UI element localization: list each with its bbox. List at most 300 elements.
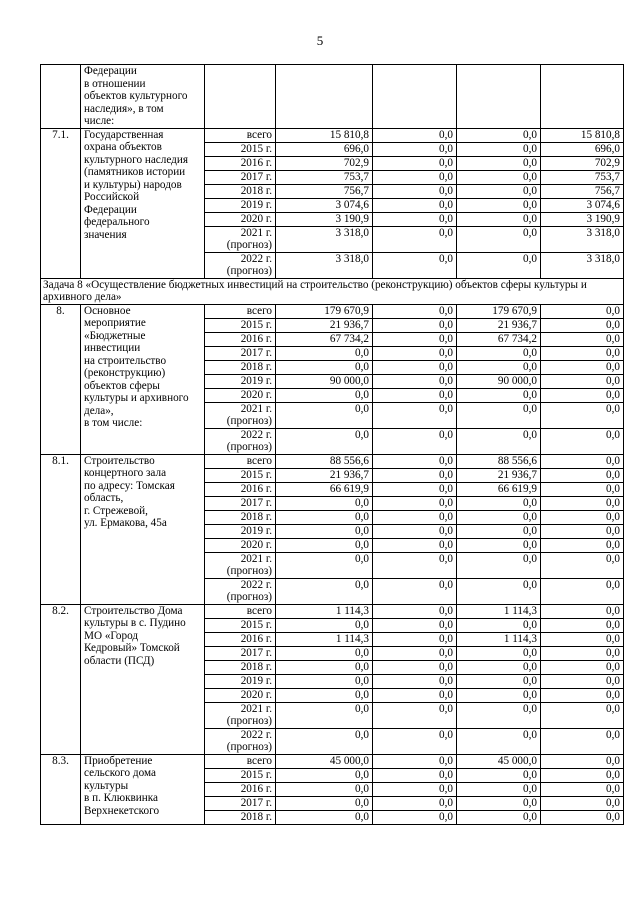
year-cell <box>205 170 276 184</box>
year-cell <box>205 768 276 782</box>
value-cell: 0,0 <box>373 468 457 482</box>
year-cell <box>205 660 276 674</box>
section-name-line: Верхнекетского <box>84 804 160 817</box>
year-label: 2022 г. <box>240 578 272 591</box>
year-cell <box>205 318 276 332</box>
section-number-cell: 8.2. <box>41 604 81 754</box>
value-cell: 3 318,0 <box>541 252 624 278</box>
year-cell <box>205 226 276 252</box>
value-cell: 0,0 <box>457 674 541 688</box>
section-name-line: культуры в с. Пудино <box>84 617 186 629</box>
year-cell <box>205 578 276 604</box>
value-cell: 0,0 <box>373 782 457 796</box>
value-cell: 1 114,3 <box>457 604 541 618</box>
year-label: 2017 г. <box>240 646 272 659</box>
value-cell: 0,0 <box>373 212 457 226</box>
value-cell: 0,0 <box>373 252 457 278</box>
section-name-line: Государственная <box>84 128 164 141</box>
value-cell: 0,0 <box>541 538 624 552</box>
year-label: 2019 г. <box>240 198 272 211</box>
year-cell <box>205 454 276 468</box>
value-cell: 3 190,9 <box>276 212 373 226</box>
table-row <box>41 128 624 142</box>
value-cell: 21 936,7 <box>457 468 541 482</box>
value-cell: 0,0 <box>457 346 541 360</box>
section-name-line: Российской <box>84 191 140 203</box>
year-label: всего <box>246 604 272 617</box>
value-cell: 45 000,0 <box>276 754 373 768</box>
value-cell: 0,0 <box>373 728 457 754</box>
value-cell: 0,0 <box>541 632 624 646</box>
value-cell: 0,0 <box>457 702 541 728</box>
section-name-cell <box>81 128 205 278</box>
year-cell <box>205 428 276 454</box>
intro-row <box>41 65 624 129</box>
section-name-line: область, <box>84 492 124 504</box>
year-label: 2018 г. <box>240 184 272 197</box>
section-name-line: Кедровый» Томской <box>84 642 180 654</box>
value-cell: 696,0 <box>541 142 624 156</box>
year-label: 2018 г. <box>240 510 272 523</box>
value-cell: 0,0 <box>541 618 624 632</box>
value-cell: 0,0 <box>541 578 624 604</box>
value-cell: 756,7 <box>541 184 624 198</box>
intro-num-cell <box>41 65 81 129</box>
value-cell: 0,0 <box>373 510 457 524</box>
year-cell <box>205 212 276 226</box>
year-label: 2022 г. <box>240 428 272 441</box>
section-name-line: культурного наследия <box>84 153 188 166</box>
section-name-line: Строительство Дома <box>84 604 183 617</box>
task-heading-row <box>41 278 624 304</box>
value-cell: 0,0 <box>276 524 373 538</box>
page-number: 5 <box>316 33 324 48</box>
value-cell: 0,0 <box>541 402 624 428</box>
year-cell <box>205 128 276 142</box>
value-cell: 0,0 <box>541 304 624 318</box>
year-note: (прогноз) <box>226 441 272 453</box>
section-number-cell: 8.3. <box>41 754 81 824</box>
section-name-line: г. Стрежевой, <box>84 504 148 517</box>
year-cell <box>205 482 276 496</box>
intro-empty-cell <box>373 65 457 129</box>
value-cell: 0,0 <box>373 198 457 212</box>
section-name-line: (реконструкцию) <box>84 367 166 379</box>
section-name-line: концертного зала <box>84 467 167 479</box>
year-cell <box>205 796 276 810</box>
section-name-line: МО «Город <box>84 629 139 642</box>
value-cell: 0,0 <box>457 184 541 198</box>
year-cell <box>205 688 276 702</box>
year-label: 2019 г. <box>240 674 272 687</box>
value-cell: 1 114,3 <box>457 632 541 646</box>
year-cell <box>205 674 276 688</box>
value-cell: 90 000,0 <box>276 374 373 388</box>
section-name-line: ул. Ермакова, 45а <box>84 517 167 529</box>
section-name-line: «Бюджетные <box>84 329 146 342</box>
year-cell <box>205 304 276 318</box>
value-cell: 0,0 <box>457 170 541 184</box>
year-label: 2021 г. <box>240 702 272 715</box>
value-cell: 45 000,0 <box>457 754 541 768</box>
intro-empty-cell <box>276 65 373 129</box>
year-cell <box>205 346 276 360</box>
year-label: 2019 г. <box>240 524 272 537</box>
value-cell: 0,0 <box>541 754 624 768</box>
value-cell: 0,0 <box>373 360 457 374</box>
year-label: 2016 г. <box>240 156 272 169</box>
value-cell: 0,0 <box>373 496 457 510</box>
section-name-line: культуры и архивного <box>84 392 189 404</box>
value-cell: 0,0 <box>457 212 541 226</box>
value-cell: 0,0 <box>373 482 457 496</box>
value-cell: 0,0 <box>276 496 373 510</box>
value-cell: 66 619,9 <box>457 482 541 496</box>
value-cell: 0,0 <box>373 402 457 428</box>
value-cell: 0,0 <box>373 660 457 674</box>
year-label: 2017 г. <box>240 346 272 359</box>
value-cell: 0,0 <box>373 632 457 646</box>
value-cell: 0,0 <box>457 524 541 538</box>
intro-name-cell <box>81 65 205 129</box>
value-cell: 0,0 <box>276 768 373 782</box>
year-cell <box>205 510 276 524</box>
value-cell: 756,7 <box>276 184 373 198</box>
value-cell: 0,0 <box>457 552 541 578</box>
year-cell <box>205 782 276 796</box>
section-name-cell <box>81 754 205 824</box>
intro-line: Федерации <box>84 65 137 77</box>
value-cell: 0,0 <box>541 454 624 468</box>
value-cell: 0,0 <box>373 674 457 688</box>
value-cell: 0,0 <box>276 702 373 728</box>
intro-line: наследия», в том <box>84 102 164 115</box>
section-name-cell <box>81 604 205 754</box>
value-cell: 0,0 <box>373 604 457 618</box>
value-cell: 0,0 <box>373 768 457 782</box>
year-note: (прогноз) <box>226 741 272 753</box>
value-cell: 0,0 <box>276 796 373 810</box>
section-name-line: сельского дома <box>84 767 156 779</box>
value-cell: 0,0 <box>373 552 457 578</box>
value-cell: 0,0 <box>373 304 457 318</box>
value-cell: 3 190,9 <box>541 212 624 226</box>
year-label: 2015 г. <box>240 468 272 481</box>
value-cell: 0,0 <box>457 578 541 604</box>
section-name-line: (памятников истории <box>84 166 186 178</box>
value-cell: 0,0 <box>541 496 624 510</box>
value-cell: 0,0 <box>541 346 624 360</box>
year-label: 2016 г. <box>240 632 272 645</box>
value-cell: 0,0 <box>541 468 624 482</box>
year-cell <box>205 156 276 170</box>
value-cell: 90 000,0 <box>457 374 541 388</box>
value-cell: 0,0 <box>457 510 541 524</box>
year-label: всего <box>246 454 272 467</box>
year-label: 2015 г. <box>240 618 272 631</box>
value-cell: 0,0 <box>373 170 457 184</box>
value-cell: 0,0 <box>541 782 624 796</box>
value-cell: 0,0 <box>457 252 541 278</box>
year-note: (прогноз) <box>226 565 272 577</box>
value-cell: 0,0 <box>276 618 373 632</box>
year-label: 2018 г. <box>240 660 272 673</box>
value-cell: 0,0 <box>457 388 541 402</box>
year-label: 2017 г. <box>240 796 272 809</box>
value-cell: 0,0 <box>276 646 373 660</box>
value-cell: 0,0 <box>276 674 373 688</box>
value-cell: 0,0 <box>373 142 457 156</box>
year-label: 2017 г. <box>240 496 272 509</box>
value-cell: 0,0 <box>373 796 457 810</box>
year-label: 2017 г. <box>240 170 272 183</box>
value-cell: 21 936,7 <box>457 318 541 332</box>
value-cell: 67 734,2 <box>457 332 541 346</box>
value-cell: 702,9 <box>276 156 373 170</box>
section-name-line: Федерации <box>84 203 137 216</box>
value-cell: 0,0 <box>541 646 624 660</box>
value-cell: 0,0 <box>373 754 457 768</box>
year-label: 2019 г. <box>240 374 272 387</box>
value-cell: 0,0 <box>541 702 624 728</box>
value-cell: 3 318,0 <box>276 226 373 252</box>
section-name-line: и культуры) народов <box>84 178 182 191</box>
value-cell: 753,7 <box>541 170 624 184</box>
year-label: 2018 г. <box>240 360 272 373</box>
year-cell <box>205 810 276 824</box>
value-cell: 0,0 <box>373 388 457 402</box>
section-number-cell: 7.1. <box>41 128 81 278</box>
value-cell: 21 936,7 <box>276 468 373 482</box>
value-cell: 0,0 <box>457 618 541 632</box>
value-cell: 0,0 <box>373 346 457 360</box>
value-cell: 0,0 <box>541 388 624 402</box>
value-cell: 0,0 <box>373 454 457 468</box>
value-cell: 15 810,8 <box>276 128 373 142</box>
section-name-line: федерального <box>84 216 150 228</box>
section-name-line: мероприятие <box>84 317 146 329</box>
value-cell: 0,0 <box>373 428 457 454</box>
section-name-cell <box>81 454 205 604</box>
year-cell <box>205 604 276 618</box>
year-cell <box>205 468 276 482</box>
value-cell: 0,0 <box>276 510 373 524</box>
year-cell <box>205 754 276 768</box>
year-cell <box>205 702 276 728</box>
year-label: 2021 г. <box>240 226 272 239</box>
value-cell: 3 074,6 <box>276 198 373 212</box>
table-row <box>41 304 624 318</box>
value-cell: 0,0 <box>457 728 541 754</box>
section-name-line: инвестиции <box>84 342 141 354</box>
value-cell: 179 670,9 <box>457 304 541 318</box>
year-label: 2022 г. <box>240 252 272 265</box>
year-cell <box>205 552 276 578</box>
year-cell <box>205 618 276 632</box>
value-cell: 0,0 <box>541 674 624 688</box>
intro-line: числе: <box>84 115 115 127</box>
value-cell: 0,0 <box>541 768 624 782</box>
section-name-line: в том числе: <box>84 417 143 429</box>
value-cell: 0,0 <box>457 428 541 454</box>
section-name-line: Основное <box>84 304 131 317</box>
value-cell: 0,0 <box>276 402 373 428</box>
year-label: 2020 г. <box>240 388 272 401</box>
year-label: 2015 г. <box>240 318 272 331</box>
table-row <box>41 754 624 768</box>
year-label: всего <box>246 304 272 317</box>
year-label: 2015 г. <box>240 142 272 155</box>
value-cell: 0,0 <box>541 796 624 810</box>
value-cell: 0,0 <box>541 360 624 374</box>
value-cell: 88 556,6 <box>276 454 373 468</box>
value-cell: 0,0 <box>541 524 624 538</box>
value-cell: 0,0 <box>457 810 541 824</box>
value-cell: 0,0 <box>457 128 541 142</box>
section-name-line: Приобретение <box>84 754 153 767</box>
value-cell: 0,0 <box>541 552 624 578</box>
budget-table <box>40 64 624 825</box>
value-cell: 66 619,9 <box>276 482 373 496</box>
value-cell: 702,9 <box>541 156 624 170</box>
section-name-line: на строительство <box>84 354 167 367</box>
year-cell <box>205 632 276 646</box>
intro-empty-cell <box>541 65 624 129</box>
value-cell: 0,0 <box>373 646 457 660</box>
year-cell <box>205 198 276 212</box>
year-cell <box>205 402 276 428</box>
year-cell <box>205 142 276 156</box>
value-cell: 179 670,9 <box>276 304 373 318</box>
value-cell: 0,0 <box>373 374 457 388</box>
task-heading: Задача 8 «Осуществление бюджетных инвестиций на строительство (реконструкцию) объектов сферы культуры и архивного дела» <box>41 278 624 304</box>
year-label: всего <box>246 128 272 141</box>
year-cell <box>205 538 276 552</box>
value-cell: 753,7 <box>276 170 373 184</box>
value-cell: 0,0 <box>457 142 541 156</box>
value-cell: 0,0 <box>373 226 457 252</box>
value-cell: 0,0 <box>276 428 373 454</box>
section-name-line: дела», <box>84 404 114 417</box>
year-cell <box>205 374 276 388</box>
table-row <box>41 454 624 468</box>
value-cell: 0,0 <box>457 226 541 252</box>
value-cell: 1 114,3 <box>276 604 373 618</box>
value-cell: 0,0 <box>541 332 624 346</box>
value-cell: 0,0 <box>373 688 457 702</box>
year-label: 2016 г. <box>240 482 272 495</box>
value-cell: 0,0 <box>276 660 373 674</box>
section-name-line: культуры <box>84 779 129 792</box>
value-cell: 15 810,8 <box>541 128 624 142</box>
value-cell: 0,0 <box>373 538 457 552</box>
value-cell: 0,0 <box>541 482 624 496</box>
year-label: 2018 г. <box>240 810 272 823</box>
value-cell: 0,0 <box>457 660 541 674</box>
value-cell: 0,0 <box>541 728 624 754</box>
value-cell: 0,0 <box>373 524 457 538</box>
year-label: 2016 г. <box>240 332 272 345</box>
value-cell: 0,0 <box>373 128 457 142</box>
intro-empty-cell <box>205 65 276 129</box>
year-label: 2022 г. <box>240 728 272 741</box>
value-cell: 88 556,6 <box>457 454 541 468</box>
value-cell: 0,0 <box>457 198 541 212</box>
value-cell: 0,0 <box>373 156 457 170</box>
value-cell: 0,0 <box>457 688 541 702</box>
year-label: 2021 г. <box>240 552 272 565</box>
year-label: 2020 г. <box>240 688 272 701</box>
value-cell: 0,0 <box>276 688 373 702</box>
year-note: (прогноз) <box>226 591 272 603</box>
section-name-line: в п. Клюквинка <box>84 792 158 804</box>
year-cell <box>205 360 276 374</box>
value-cell: 0,0 <box>373 810 457 824</box>
value-cell: 0,0 <box>457 768 541 782</box>
value-cell: 0,0 <box>373 618 457 632</box>
value-cell: 0,0 <box>541 660 624 674</box>
section-name-line: Строительство <box>84 454 155 467</box>
value-cell: 0,0 <box>457 496 541 510</box>
value-cell: 0,0 <box>457 402 541 428</box>
value-cell: 0,0 <box>276 346 373 360</box>
value-cell: 0,0 <box>373 332 457 346</box>
year-note: (прогноз) <box>226 239 272 251</box>
value-cell: 0,0 <box>276 360 373 374</box>
value-cell: 0,0 <box>276 782 373 796</box>
year-cell <box>205 252 276 278</box>
value-cell: 0,0 <box>457 538 541 552</box>
value-cell: 0,0 <box>541 510 624 524</box>
value-cell: 3 318,0 <box>276 252 373 278</box>
section-name-line: охрана объектов <box>84 141 162 153</box>
value-cell: 0,0 <box>457 646 541 660</box>
section-name-cell <box>81 304 205 454</box>
value-cell: 0,0 <box>276 728 373 754</box>
value-cell: 3 074,6 <box>541 198 624 212</box>
value-cell: 696,0 <box>276 142 373 156</box>
intro-empty-cell <box>457 65 541 129</box>
value-cell: 0,0 <box>276 810 373 824</box>
year-label: 2021 г. <box>240 402 272 415</box>
value-cell: 0,0 <box>276 388 373 402</box>
year-note: (прогноз) <box>226 415 272 427</box>
value-cell: 0,0 <box>457 782 541 796</box>
value-cell: 0,0 <box>541 318 624 332</box>
year-label: 2020 г. <box>240 212 272 225</box>
section-name-line: значения <box>84 228 127 241</box>
section-name-line: по адресу: Томская <box>84 479 175 492</box>
intro-line: объектов культурного <box>84 90 188 102</box>
section-name-line: области (ПСД) <box>84 654 155 667</box>
value-cell: 21 936,7 <box>276 318 373 332</box>
year-cell <box>205 646 276 660</box>
value-cell: 0,0 <box>541 688 624 702</box>
intro-line: в отношении <box>84 77 146 90</box>
value-cell: 0,0 <box>373 318 457 332</box>
year-label: всего <box>246 754 272 767</box>
value-cell: 0,0 <box>276 552 373 578</box>
year-label: 2020 г. <box>240 538 272 551</box>
value-cell: 0,0 <box>541 374 624 388</box>
value-cell: 3 318,0 <box>541 226 624 252</box>
section-number-cell: 8.1. <box>41 454 81 604</box>
year-note: (прогноз) <box>226 715 272 727</box>
value-cell: 0,0 <box>276 538 373 552</box>
value-cell: 0,0 <box>541 604 624 618</box>
value-cell: 0,0 <box>457 360 541 374</box>
year-cell <box>205 332 276 346</box>
